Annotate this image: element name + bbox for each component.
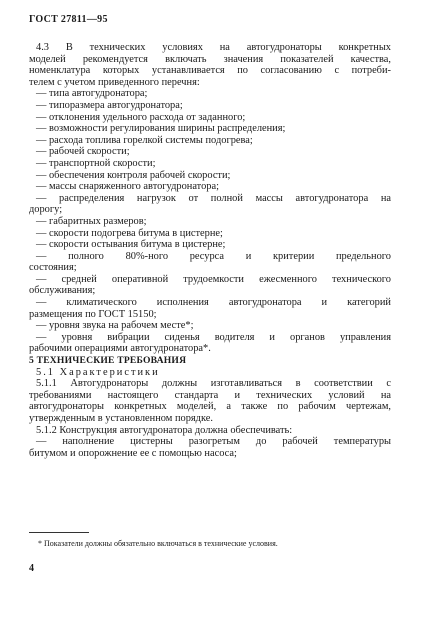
list-item: — скорости подогрева битума в цистерне;: [36, 227, 223, 239]
list-item: — рабочей скорости;: [36, 146, 130, 158]
list-item: — расхода топлива горелкой системы подогрева;: [36, 134, 253, 146]
list-item: — климатического исполнения автогудронатора и категорий: [36, 297, 391, 309]
clause-5-1-1-line: требованиями настоящего стандарта и технических условий на: [29, 389, 391, 401]
document-header: ГОСТ 27811—95: [29, 14, 108, 25]
list-item-continuation: дорогу;: [29, 204, 63, 216]
subsection-title: 5.1 Характеристики: [36, 366, 160, 378]
clause-4-3-line: 4.3 В технических условиях на автогудронаторы конкретных: [36, 42, 391, 53]
clause-4-3-line: моделей рекомендуется включать значения показателей качества,: [29, 53, 391, 65]
clause-4-3-line: телем с учетом приведенного перечня:: [29, 76, 200, 88]
list-item: — обеспечения контроля рабочей скорости;: [36, 169, 231, 181]
page-number: 4: [29, 563, 34, 574]
list-item: — отклонения удельного расхода от заданного;: [36, 111, 246, 123]
list-item: — уровня звука на рабочем месте*;: [36, 320, 194, 332]
list-item: — транспортной скорости;: [36, 157, 156, 169]
list-item: — типоразмера автогудронатора;: [36, 99, 183, 111]
clause-5-1-2-line: 5.1.2 Конструкция автогудронатора должна обеспечивать:: [36, 424, 293, 436]
list-item: — уровня вибрации сиденья водителя и органов управления: [36, 331, 391, 343]
clause-4-3-line: номенклатура которых устанавливается по согласованию с потреби-: [29, 65, 391, 77]
list-item: — габаритных размеров;: [36, 215, 147, 227]
footnote-separator: [29, 532, 89, 533]
list-item: — средней оперативной трудоемкости ежесменного технического: [36, 273, 391, 285]
list-item-continuation: обслуживания;: [29, 285, 96, 297]
clause-5-1-2-line: битумом и опорожнение ее с помощью насоса;: [29, 447, 237, 459]
clause-5-1-2-line: — наполнение цистерны разогретым до рабочей температуры: [36, 436, 391, 448]
page-content: [29, 42, 391, 459]
clause-5-1-1-line: 5.1.1 Автогудронаторы должны изготавливаться в соответствии с: [36, 378, 391, 390]
list-item: — скорости остывания битума в цистерне;: [36, 239, 226, 251]
list-item-continuation: рабочими операциями автогудронатора*.: [29, 343, 211, 355]
list-item: — возможности регулирования ширины распределения;: [36, 123, 286, 135]
clause-5-1-1-line: утвержденным в установленном порядке.: [29, 413, 213, 424]
list-item: — типа автогудронатора;: [36, 88, 148, 100]
list-item: — полного 80%-ного ресурса и критерии предельного: [36, 250, 391, 262]
list-item: — распределения нагрузок от полной массы автогудронатора на: [36, 192, 391, 204]
section-title: 5 ТЕХНИЧЕСКИЕ ТРЕБОВАНИЯ: [29, 355, 187, 367]
footnote: * Показатели должны обязательно включаться в технические условия.: [38, 539, 278, 548]
list-item-continuation: размещения по ГОСТ 15150;: [29, 308, 157, 320]
clause-5-1-1-line: автогудронаторы конкретных моделей, а также по рабочим чертежам,: [29, 401, 391, 413]
list-item-continuation: состояния;: [29, 262, 77, 274]
list-item: — массы снаряженного автогудронатора;: [36, 181, 219, 193]
